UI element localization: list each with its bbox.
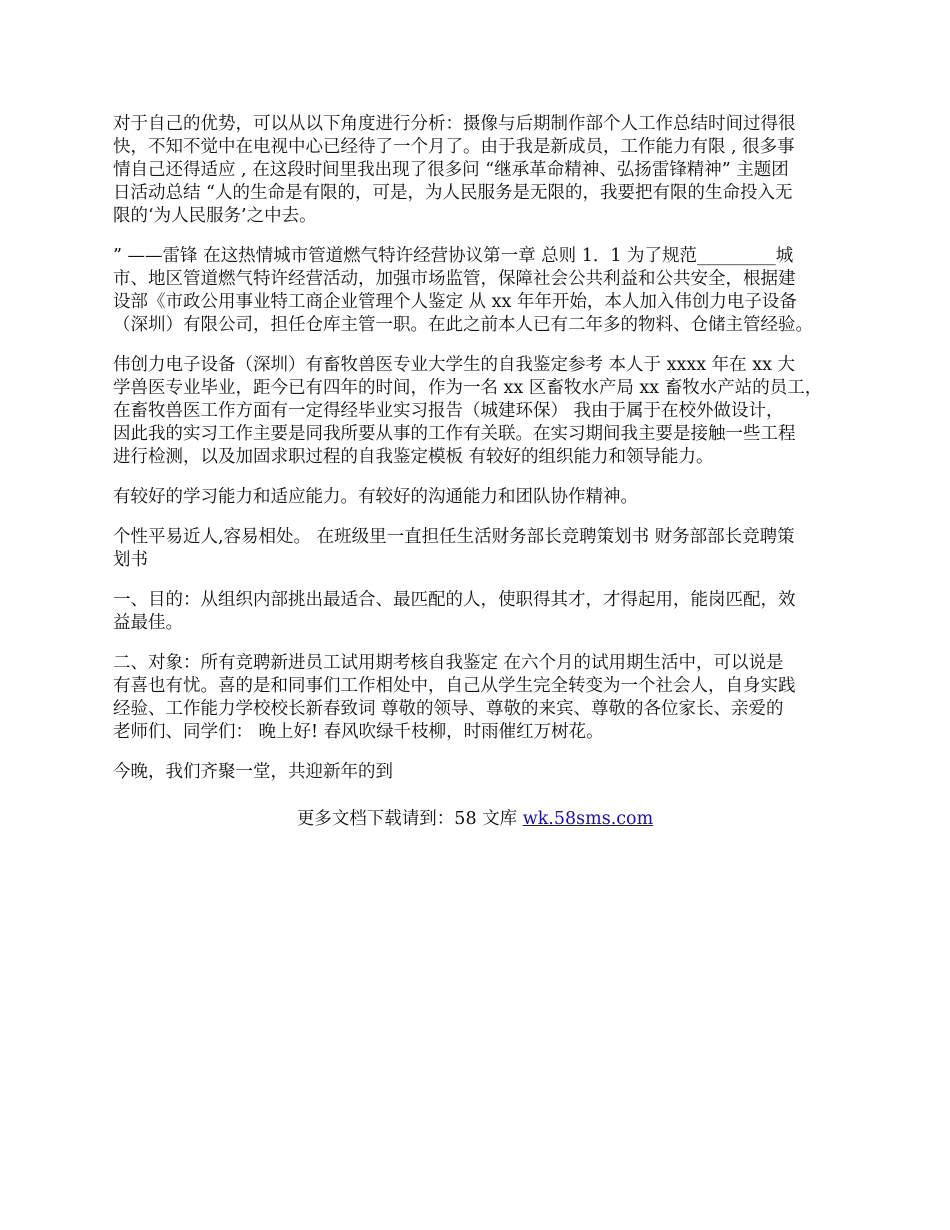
text-line: 限的‘为人民服务’之中去。 — [113, 206, 317, 226]
paragraph — [113, 589, 853, 635]
document-body — [113, 113, 853, 801]
text-line: 设部《市政公用事业特工商企业管理个人鉴定 从 xx 年年开始，本人加入伟创力电子设备 — [113, 292, 797, 312]
download-footer — [0, 808, 950, 831]
text-line: 经验、工作能力学校校长新春致词 尊敬的领导、尊敬的来宾、尊敬的各位家长、亲爱的 — [113, 699, 784, 719]
text-line: 日活动总结 “人的生命是有限的，可是，为人民服务是无限的，我要把有限的生命投入无 — [113, 183, 793, 203]
text-line: （深圳）有限公司，担任仓库主管一职。在此之前本人已有二年多的物料、仓储主管经验。 — [113, 315, 813, 335]
text-line: 今晚，我们齐聚一堂，共迎新年的到 — [113, 762, 393, 782]
paragraph — [113, 486, 853, 509]
text-line: 老师们、同学们： 晚上好! 春风吹绿千枝柳，时雨催红万树花。 — [113, 722, 604, 742]
paragraph — [113, 245, 853, 337]
text-line: 伟创力电子设备（深圳）有畜牧兽医专业大学生的自我鉴定参考 本人于 xxxx 年在 xx 大 — [113, 355, 796, 375]
text-line: 学兽医专业毕业，距今已有四年的时间，作为一名 xx 区畜牧水产局 xx 畜牧水产站的员工， — [113, 378, 823, 398]
footer-link[interactable]: wk.58sms.com — [522, 809, 654, 829]
footer-prefix-text: 更多文档下载请到：58 文库 — [296, 809, 523, 829]
text-line: 市、地区管道燃气特许经营活动，加强市场监管，保障社会公共利益和公共安全，根据建 — [113, 269, 796, 289]
text-line: 划书 — [113, 550, 148, 570]
text-line: 在畜牧兽医工作方面有一定得经毕业实习报告（城建环保） 我由于属于在校外做设计， — [113, 401, 784, 421]
text-line: 因此我的实习工作主要是同我所要从事的工作有关联。在实习期间我主要是接触一些工程 — [113, 424, 796, 444]
text-line: 有较好的学习能力和适应能力。有较好的沟通能力和团队协作精神。 — [113, 487, 638, 507]
text-line: 二、对象：所有竞聘新进员工试用期考核自我鉴定 在六个月的试用期生活中，可以说是 — [113, 653, 784, 673]
text-line: 有喜也有忧。喜的是和同事们工作相处中，自己从学生完全转变为一个社会人，自身实践 — [113, 676, 796, 696]
paragraph — [113, 526, 853, 572]
paragraph — [113, 113, 853, 228]
text-line: 对于自己的优势，可以从以下角度进行分析：摄像与后期制作部个人工作总结时间过得很 — [113, 114, 796, 134]
paragraph — [113, 652, 853, 744]
text-line: 进行检测，以及加固求职过程的自我鉴定模板 有较好的组织能力和领导能力。 — [113, 447, 714, 467]
text-line: 情自己还得适应 , 在这段时间里我出现了很多问 “继承革命精神、弘扬雷锋精神” 主题团 — [113, 160, 789, 180]
text-line: 快，不知不觉中在电视中心已经待了一个月了。由于我是新成员，工作能力有限 , 很多事 — [113, 137, 795, 157]
text-line: 益最佳。 — [113, 613, 183, 633]
text-line: 个性平易近人,容易相处。 在班级里一直担任生活财务部长竞聘策划书 财务部部长竞聘策 — [113, 527, 795, 547]
paragraph — [113, 354, 853, 469]
text-line: 一、目的：从组织内部挑出最适合、最匹配的人，使职得其才，才得起用，能岗匹配，效 — [113, 590, 796, 610]
text-line: ” ——雷锋 在这热情城市管道燃气特许经营协议第一章 总则 1．1 为了规范_________城 — [113, 246, 794, 266]
paragraph — [113, 761, 853, 784]
